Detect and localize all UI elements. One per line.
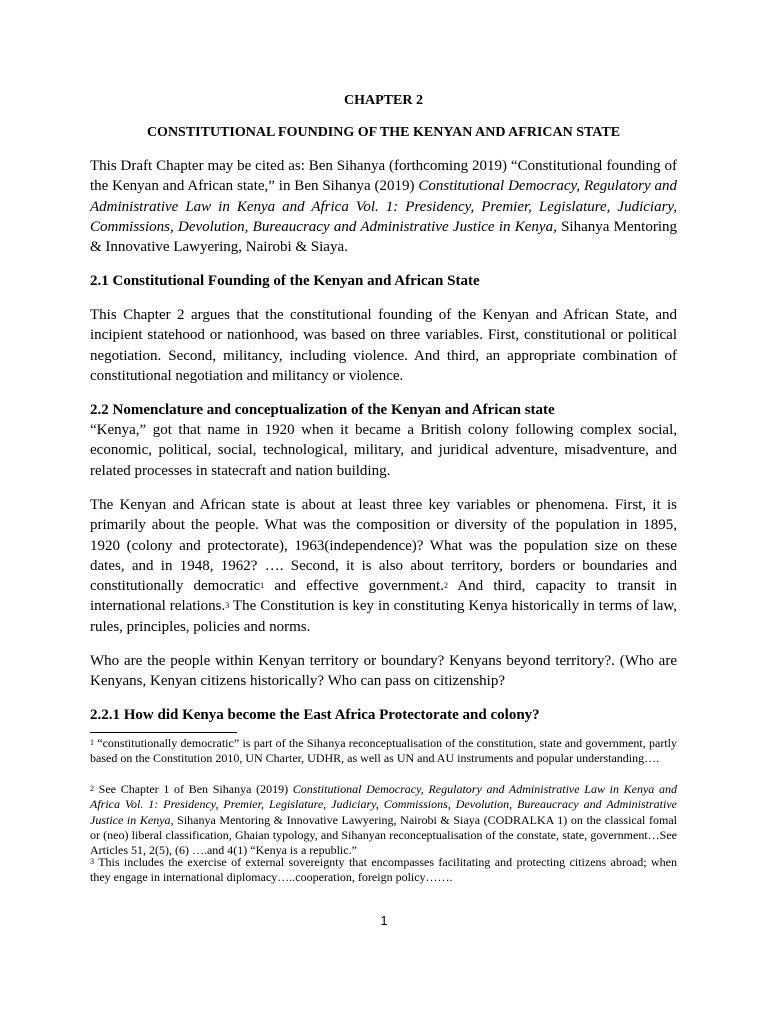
section-2-1-paragraph: This Chapter 2 argues that the constitutional founding of the Kenyan and African State, and incipient statehood or nationhood, was based on three variables. First, constitutional or political negotiation. Second, militancy, including violence. And third, an appropriate combination of constitutional negotiation and militancy or violence. [90, 307, 677, 384]
section-2-2-paragraph-3: Who are the people within Kenyan territory or boundary? Kenyans beyond territory?. (Who are Kenyans, Kenyan citizens historically? Who can pass on citizenship? [90, 653, 677, 690]
section-2-2-paragraph-2 [90, 495, 677, 637]
section-2-2-heading: 2.2 Nomenclature and conceptualization of the Kenyan and African state [90, 402, 555, 418]
page-number: 1 [380, 913, 388, 928]
section-2-2-1-heading: 2.2.1 How did Kenya become the East Africa Protectorate and colony? [90, 707, 540, 723]
footnote-ref-1[interactable]: 1 [260, 580, 265, 590]
footnote-1-text: “constitutionally democratic” is part of the Sihanya reconceptualisation of the constitution, state and government, partly based on the Constitution 2010, UN Charter, UDHR, as well as UN and AU instruments and popular understanding…. [90, 736, 677, 766]
footnote-3 [90, 855, 677, 886]
citation-publisher: Sihanya Mentoring & Innovative Lawyering, Nairobi & Siaya. [90, 218, 677, 256]
paragraph-text: and effective government. [264, 578, 444, 595]
chapter-title: CONSTITUTIONAL FOUNDING OF THE KENYAN AND AFRICAN STATE [146, 125, 621, 140]
chapter-label: CHAPTER 2 [344, 93, 423, 108]
paragraph-text: And third, capacity to transit in international relations. [90, 578, 677, 615]
paragraph-text: The Kenyan and African state is about at least three key variables or phenomena. First, it is primarily about the people. What was the composition or diversity of the population in 1895, 1920 (colony and protectorate), 1963(independence)? What was the population size on these dates, and in 1948, 1962? …. Second, it is also about territory, borders or boundaries and constitutionally democratic [90, 497, 677, 595]
footnote-1 [90, 736, 677, 767]
footnote-2-number: 2 [90, 783, 94, 793]
section-2-2-paragraph-1: “Kenya,” got that name in 1920 when it became a British colony following complex social, economic, political, social, technological, military, and juridical adventure, misadventure, and related processes in statecraft and nation building. [90, 422, 677, 479]
footnote-ref-2[interactable]: 2 [443, 580, 448, 590]
citation-text: This Draft Chapter may be cited as: Ben Sihanya (forthcoming 2019) “Constitutional founding of the Kenyan and African state,” in Ben Sihanya (2019) [90, 158, 677, 195]
footnote-3-number: 3 [90, 856, 94, 866]
footnote-2-book-title: Constitutional Democracy, Regulatory and Administrative Law in Kenya and Africa Vol. 1: Presidency, Premier, Legislature, Judiciary, Commissions, Devolution, Bureaucracy and Administrative Justice in Kenya, [90, 782, 677, 827]
section-2-1-heading: 2.1 Constitutional Founding of the Kenyan and African State [90, 273, 480, 289]
footnote-separator [90, 732, 237, 733]
footnote-2 [90, 782, 677, 858]
footnote-2-text-cont: Sihanya Mentoring & Innovative Lawyering, Nairobi & Siaya (CODRALKA 1) on the classical fomal or (neo) liberal classification, Ghaian typology, and Sihanyan reconceptualisation of the constate, state, government…See Articles 51, 2(5), (6) ….and 4(1) “Kenya is a republic.” [90, 812, 677, 858]
footnote-3-text: This includes the exercise of external sovereignty that encompasses facilitating and protecting citizens abroad; when they engage in international diplomacy…..cooperation, foreign policy……. [90, 855, 677, 885]
footnote-1-number: 1 [90, 737, 94, 747]
paragraph-text: The Constitution is key in constituting Kenya historically in terms of law, rules, principles, policies and norms. [90, 598, 677, 635]
footnote-2-text: See Chapter 1 of Ben Sihanya (2019) [94, 782, 293, 796]
citation-paragraph [90, 156, 677, 257]
citation-book-title: Constitutional Democracy, Regulatory and Administrative Law in Kenya and Africa Vol. 1: Presidency, Premier, Legislature, Judiciary, Commissions, Devolution, Bureaucracy and Administrative Justice in Kenya, [90, 178, 677, 235]
footnote-ref-3[interactable]: 3 [225, 601, 230, 611]
